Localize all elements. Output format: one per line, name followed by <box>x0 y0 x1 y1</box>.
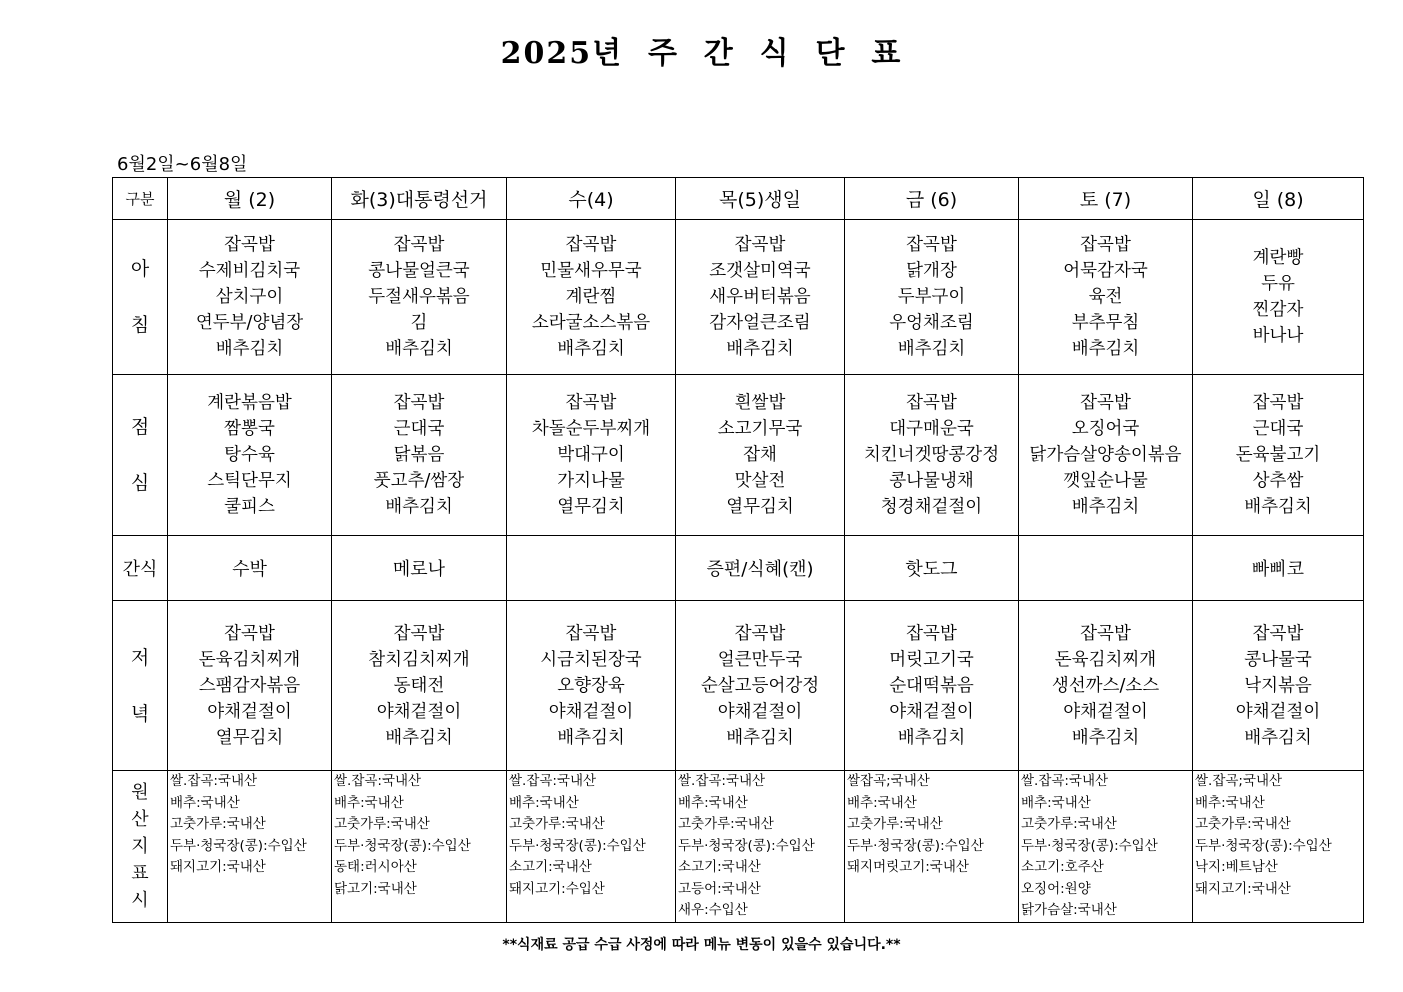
weekly-menu-table <box>112 177 1364 923</box>
menu-item: 잡곡밥 <box>224 623 275 644</box>
menu-item: 배추김치 <box>726 727 794 748</box>
row-label-char: 침 <box>130 314 150 336</box>
menu-item: 얼큰만두국 <box>717 649 803 670</box>
menu-item: 부추무침 <box>1071 313 1140 333</box>
lunch-cell <box>1193 375 1364 536</box>
breakfast-cell <box>168 220 332 375</box>
origin-cell <box>1019 771 1193 923</box>
origin-item: 쌀.잡곡:국내산 <box>1021 773 1109 789</box>
page-title: 2025년 주 간 식 단 표 <box>500 36 903 71</box>
menu-item: 닭가슴살양송이볶음 <box>1029 445 1182 465</box>
row-label-char: 표 <box>131 862 149 884</box>
origin-item: 쌀.잡곡:국내산 <box>678 773 766 789</box>
origin-item: 두부·청국장(콩):수입산 <box>678 837 815 854</box>
menu-item: 찐감자 <box>1252 300 1304 320</box>
breakfast-cell <box>676 220 845 375</box>
menu-item: 잡곡밥 <box>906 393 957 413</box>
lunch-cell <box>507 375 676 536</box>
menu-item: 삼치구이 <box>215 287 284 307</box>
menu-item: 바나나 <box>1252 326 1304 346</box>
menu-item: 차돌순두부찌개 <box>531 419 651 439</box>
menu-item: 돈육김치찌개 <box>1054 649 1157 670</box>
menu-item: 김 <box>410 313 428 333</box>
breakfast-cell <box>845 220 1019 375</box>
menu-item: 콩나물국 <box>1244 649 1312 670</box>
origin-item: 고춧가루:국내산 <box>678 816 774 832</box>
menu-item: 야채겉절이 <box>207 701 292 722</box>
header-day: 토 (7) <box>1019 178 1193 220</box>
menu-item: 가지나물 <box>557 471 625 491</box>
menu-item: 참치김치찌개 <box>368 649 470 670</box>
origin-item: 배추:국내산 <box>678 794 748 811</box>
origin-item: 고춧가루:국내산 <box>170 816 266 832</box>
lunch-cell <box>332 375 507 536</box>
header-day: 일 (8) <box>1193 178 1364 220</box>
snack-cell: 핫도그 <box>845 536 1019 601</box>
menu-item: 배추김치 <box>1071 727 1140 748</box>
menu-item: 잡곡밥 <box>734 623 786 644</box>
menu-item: 야채겉절이 <box>889 701 974 722</box>
menu-item: 배추김치 <box>385 339 453 359</box>
row-label-breakfast <box>113 220 168 375</box>
dinner-cell <box>676 601 845 771</box>
menu-item: 배추김치 <box>1244 727 1312 748</box>
menu-item: 배추김치 <box>385 727 453 748</box>
row-label-lunch <box>113 375 168 536</box>
menu-item: 생선까스/소스 <box>1051 675 1160 696</box>
menu-item: 잡곡밥 <box>1252 393 1304 413</box>
menu-item: 감자얼큰조림 <box>709 313 811 333</box>
menu-item: 깻잎순나물 <box>1063 471 1148 491</box>
menu-item: 열무김치 <box>557 497 625 517</box>
menu-item: 잡채 <box>743 445 777 465</box>
origin-item: 돼지고기:국내산 <box>170 859 266 875</box>
origin-cell <box>332 771 507 923</box>
header-day: 월 (2) <box>168 178 332 220</box>
menu-item: 잡곡밥 <box>1080 623 1131 644</box>
row-label-char: 녁 <box>130 702 150 725</box>
menu-item: 소고기무국 <box>717 419 803 439</box>
menu-item: 시금치된장국 <box>540 649 642 670</box>
origin-cell <box>168 771 332 923</box>
header-day: 수(4) <box>507 178 676 220</box>
menu-item: 두유 <box>1261 274 1295 294</box>
menu-item: 상추쌈 <box>1252 471 1304 491</box>
origin-item: 고춧가루:국내산 <box>1195 816 1291 832</box>
origin-item: 쌀.잡곡:국내산 <box>170 773 258 789</box>
menu-item: 소라굴소스볶음 <box>531 313 651 333</box>
lunch-cell <box>168 375 332 536</box>
breakfast-cell <box>1019 220 1193 375</box>
row-label-dinner <box>113 601 168 771</box>
origin-row <box>113 771 1364 923</box>
origin-cell <box>1193 771 1364 923</box>
menu-item: 탕수육 <box>224 445 275 465</box>
lunch-cell <box>1019 375 1193 536</box>
menu-item: 배추김치 <box>1071 497 1140 517</box>
menu-item: 짬뽕국 <box>224 419 275 439</box>
snack-cell: 빠삐코 <box>1193 536 1364 601</box>
lunch-cell <box>845 375 1019 536</box>
menu-item: 순살고등어강정 <box>700 675 820 696</box>
origin-item: 배추:국내산 <box>1021 794 1091 811</box>
menu-item: 잡곡밥 <box>1252 623 1304 644</box>
breakfast-row <box>113 220 1364 375</box>
menu-item: 계란찜 <box>565 287 617 307</box>
origin-cell <box>845 771 1019 923</box>
menu-item: 두부구이 <box>897 287 966 307</box>
menu-item: 배추김치 <box>1071 339 1140 359</box>
snack-cell: 수박 <box>168 536 332 601</box>
header-gubun: 구분 <box>113 178 168 220</box>
row-label-origin <box>113 771 168 923</box>
menu-item: 잡곡밥 <box>565 393 617 413</box>
menu-item: 열무김치 <box>215 727 284 748</box>
row-label-char: 아 <box>130 258 150 280</box>
origin-item: 소고기:국내산 <box>678 859 761 875</box>
menu-item: 흰쌀밥 <box>734 393 786 413</box>
origin-item: 배추:국내산 <box>170 794 240 811</box>
origin-item: 쌀.잡곡:국내산 <box>334 773 422 789</box>
snack-cell <box>1019 536 1193 601</box>
menu-item: 오징어국 <box>1071 419 1140 439</box>
dinner-cell <box>507 601 676 771</box>
row-label-char: 원 <box>131 781 149 803</box>
origin-item: 고춧가루:국내산 <box>509 816 605 832</box>
origin-item: 동태:러시아산 <box>334 859 417 875</box>
menu-item: 머릿고기국 <box>889 649 974 670</box>
menu-item: 잡곡밥 <box>734 235 786 255</box>
origin-item: 고춧가루:국내산 <box>334 816 430 832</box>
origin-item: 두부·청국장(콩):수입산 <box>1195 837 1332 854</box>
menu-item: 잡곡밥 <box>1080 393 1131 413</box>
menu-item: 야채겉절이 <box>1063 701 1148 722</box>
date-range: 6월2일~6월8일 <box>117 154 248 175</box>
menu-item: 잡곡밥 <box>393 235 445 255</box>
row-label-char: 점 <box>130 416 150 438</box>
menu-item: 수제비김치국 <box>198 261 301 281</box>
menu-item: 잡곡밥 <box>224 235 275 255</box>
menu-item: 잡곡밥 <box>906 623 957 644</box>
origin-item: 배추:국내산 <box>847 794 917 811</box>
menu-item: 야채겉절이 <box>1235 701 1321 722</box>
dinner-row <box>113 601 1364 771</box>
menu-item: 배추김치 <box>557 339 625 359</box>
menu-item: 풋고추/쌈장 <box>373 471 465 491</box>
origin-item: 배추:국내산 <box>509 794 579 811</box>
header-row <box>113 178 1364 220</box>
snack-cell: 메로나 <box>332 536 507 601</box>
menu-item: 열무김치 <box>726 497 794 517</box>
dinner-cell <box>168 601 332 771</box>
origin-item: 고춧가루:국내산 <box>847 816 943 832</box>
menu-item: 스팸감자볶음 <box>198 675 301 696</box>
origin-item: 돼지고기:수입산 <box>509 880 605 897</box>
origin-item: 두부·청국장(콩):수입산 <box>847 837 984 854</box>
menu-item: 닭볶음 <box>393 445 445 465</box>
menu-item: 잡곡밥 <box>393 393 445 413</box>
menu-item: 대구매운국 <box>889 419 974 439</box>
origin-item: 배추:국내산 <box>1195 794 1265 811</box>
snack-cell: 증편/식혜(캔) <box>676 536 845 601</box>
menu-item: 연두부/양념장 <box>195 313 304 333</box>
dinner-cell <box>1193 601 1364 771</box>
menu-item: 청경채겉절이 <box>880 497 983 517</box>
snack-cell <box>507 536 676 601</box>
row-label-snack: 간식 <box>113 536 168 601</box>
dinner-cell <box>1019 601 1193 771</box>
header-day: 화(3)대통령선거 <box>332 178 507 220</box>
row-label-char: 심 <box>130 472 150 494</box>
origin-cell <box>676 771 845 923</box>
origin-item: 고춧가루:국내산 <box>1021 816 1117 832</box>
origin-item: 쌀.잡곡:국내산 <box>509 773 597 789</box>
menu-item: 스틱단무지 <box>207 471 292 491</box>
menu-item: 닭개장 <box>906 261 957 281</box>
menu-item: 배추김치 <box>1244 497 1312 517</box>
menu-item: 치킨너겟땅콩강정 <box>863 445 1000 465</box>
menu-item: 잡곡밥 <box>906 235 957 255</box>
menu-item: 잡곡밥 <box>565 235 617 255</box>
menu-item: 순대떡볶음 <box>889 675 974 696</box>
row-label-char: 시 <box>131 889 149 911</box>
origin-item: 쌀.잡곡;국내산 <box>1195 773 1283 789</box>
menu-item: 동태전 <box>393 675 445 696</box>
lunch-cell <box>676 375 845 536</box>
origin-item: 닭가슴살:국내산 <box>1021 902 1117 918</box>
menu-item: 잡곡밥 <box>565 623 617 644</box>
origin-item: 쌀잡곡;국내산 <box>847 773 930 789</box>
origin-item: 새우:수입산 <box>678 902 748 918</box>
menu-item: 야채겉절이 <box>376 701 462 722</box>
origin-item: 낙지:베트남산 <box>1195 859 1278 875</box>
menu-item: 배추김치 <box>215 339 284 359</box>
menu-item: 새우버터볶음 <box>709 287 811 307</box>
menu-item: 배추김치 <box>385 497 453 517</box>
breakfast-cell <box>507 220 676 375</box>
origin-item: 돼지머릿고기:국내산 <box>847 859 969 875</box>
origin-item: 돼지고기:국내산 <box>1195 880 1291 897</box>
row-label-char: 산 <box>131 808 149 830</box>
menu-item: 오향장육 <box>557 675 625 696</box>
menu-item: 맛살전 <box>734 471 786 491</box>
menu-item: 콩나물냉채 <box>889 471 974 491</box>
menu-item: 쿨피스 <box>224 497 275 517</box>
origin-item: 두부·청국장(콩):수입산 <box>334 837 471 854</box>
breakfast-cell <box>332 220 507 375</box>
menu-item: 야채겉절이 <box>717 701 803 722</box>
origin-item: 두부·청국장(콩):수입산 <box>170 837 307 854</box>
menu-item: 배추김치 <box>726 339 794 359</box>
row-label-char: 지 <box>131 835 149 857</box>
menu-item: 배추김치 <box>897 339 966 359</box>
menu-item: 우엉채조림 <box>889 313 974 333</box>
dinner-cell <box>332 601 507 771</box>
menu-item: 육전 <box>1088 287 1123 307</box>
footer-note: **식재료 공급 수급 사정에 따라 메뉴 변동이 있을수 있습니다.** <box>502 937 901 953</box>
menu-item: 배추김치 <box>897 727 966 748</box>
menu-item: 낙지볶음 <box>1244 675 1312 696</box>
origin-item: 닭고기:국내산 <box>334 880 417 897</box>
menu-item: 근대국 <box>1252 419 1304 439</box>
lunch-row <box>113 375 1364 536</box>
header-day: 금 (6) <box>845 178 1019 220</box>
origin-item: 두부·청국장(콩):수입산 <box>509 837 646 854</box>
origin-item: 배추:국내산 <box>334 794 404 811</box>
menu-item: 배추김치 <box>557 727 625 748</box>
origin-item: 고등어:국내산 <box>678 880 761 897</box>
header-day: 목(5)생일 <box>676 178 845 220</box>
menu-item: 야채겉절이 <box>548 701 634 722</box>
menu-item: 계란빵 <box>1252 248 1304 268</box>
menu-item: 민물새우무국 <box>540 261 642 281</box>
origin-item: 오징어:원양 <box>1021 880 1091 897</box>
menu-item: 근대국 <box>393 419 445 439</box>
breakfast-cell <box>1193 220 1364 375</box>
menu-item: 박대구이 <box>557 445 625 465</box>
menu-item: 잡곡밥 <box>393 623 445 644</box>
dinner-cell <box>845 601 1019 771</box>
menu-item: 어묵감자국 <box>1063 261 1148 281</box>
menu-item: 계란볶음밥 <box>207 393 292 413</box>
row-label-char: 저 <box>130 646 150 669</box>
menu-item: 콩나물얼큰국 <box>368 261 470 281</box>
menu-item: 돈육김치찌개 <box>198 649 301 670</box>
origin-item: 두부·청국장(콩):수입산 <box>1021 837 1158 854</box>
menu-item: 조갯살미역국 <box>709 261 811 281</box>
origin-item: 소고기:국내산 <box>509 859 592 875</box>
origin-item: 소고기:호주산 <box>1021 859 1104 875</box>
origin-cell <box>507 771 676 923</box>
menu-item: 돈육불고기 <box>1235 445 1321 465</box>
menu-item: 잡곡밥 <box>1080 235 1131 255</box>
menu-item: 두절새우볶음 <box>368 287 470 307</box>
snack-row <box>113 536 1364 601</box>
